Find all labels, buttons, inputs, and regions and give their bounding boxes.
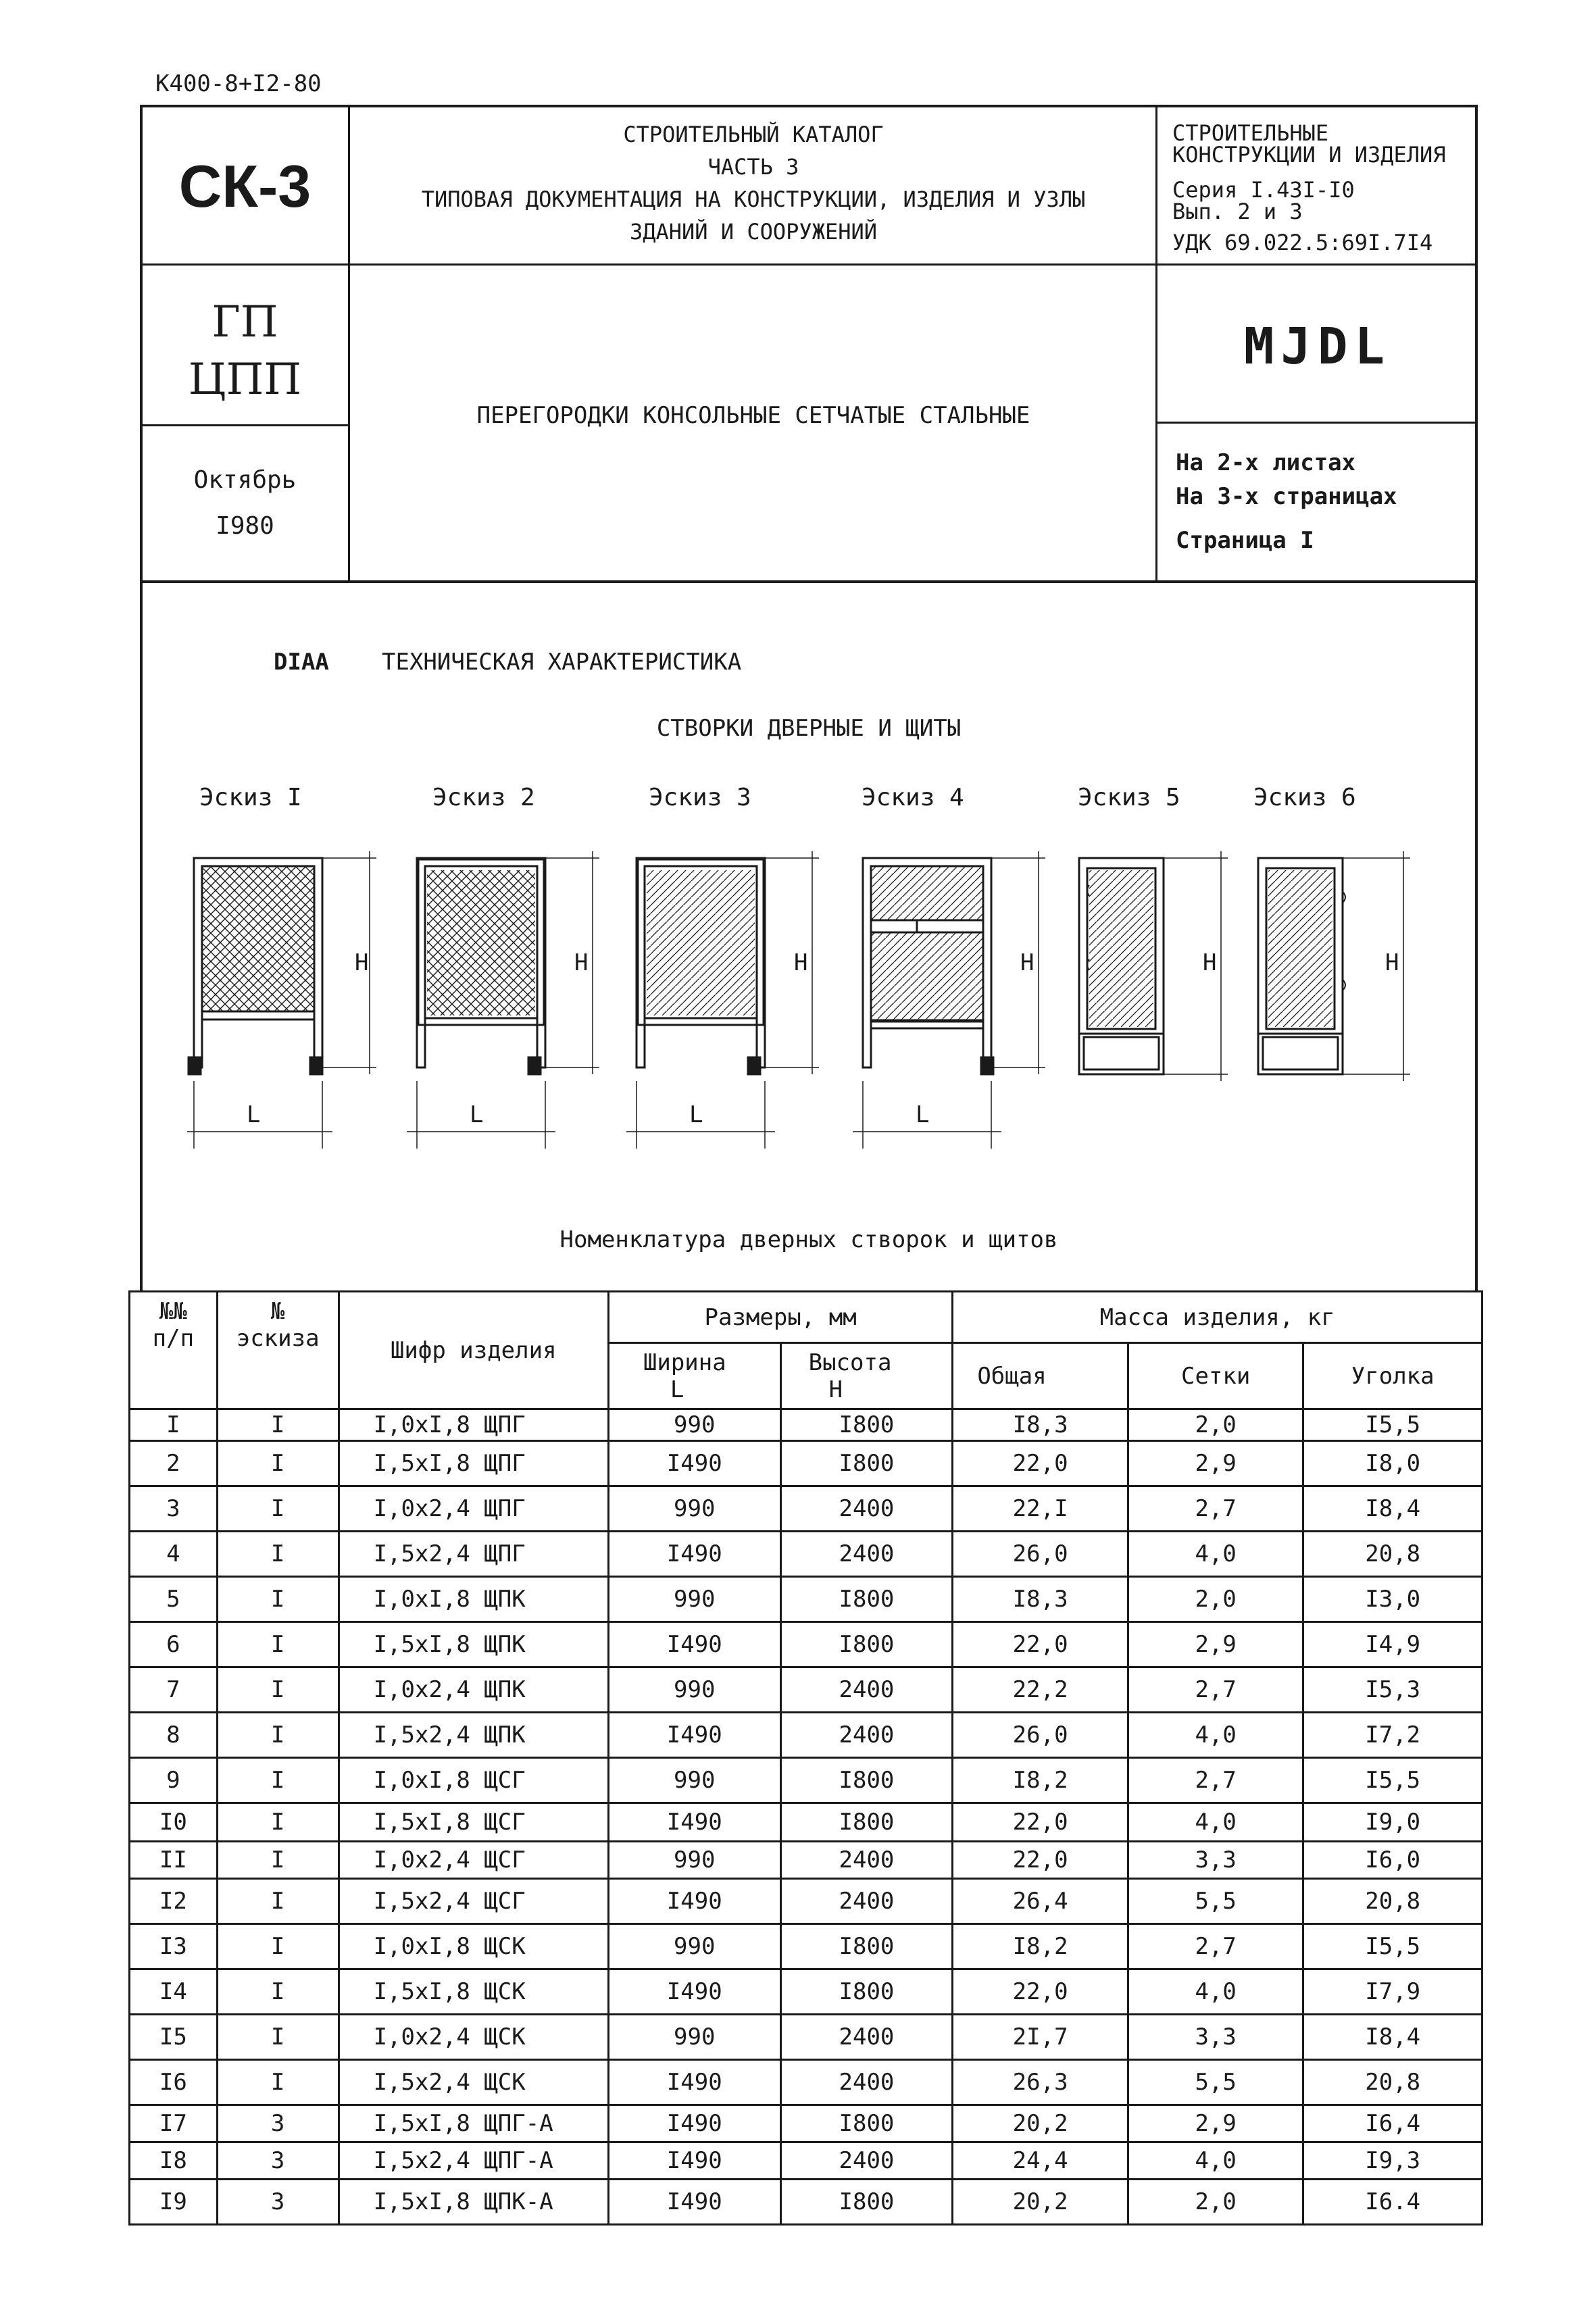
table-caption: Номенклатура дверных створок и щитов bbox=[559, 1226, 1058, 1253]
row-width: 990 bbox=[608, 1577, 780, 1622]
header-divider bbox=[140, 424, 349, 426]
row-angle: I7,2 bbox=[1303, 1713, 1482, 1758]
row-angle: I5,5 bbox=[1303, 1409, 1482, 1441]
header-width bbox=[608, 1343, 780, 1409]
row-mesh: 5,5 bbox=[1128, 1879, 1303, 1924]
row-total: 22,I bbox=[953, 1486, 1128, 1532]
issue-year: I980 bbox=[216, 512, 274, 540]
row-code: I,5xI,8 ЩПГ bbox=[339, 1441, 608, 1486]
row-angle: 20,8 bbox=[1303, 1532, 1482, 1577]
row-sketch: I bbox=[217, 1532, 339, 1577]
row-height: I800 bbox=[780, 1758, 953, 1803]
row-angle: I8,4 bbox=[1303, 1486, 1482, 1532]
header-num-line1: №№ bbox=[159, 1298, 187, 1325]
row-code: I,5xI,8 ЩПГ-А bbox=[339, 2105, 608, 2142]
row-total: 2I,7 bbox=[953, 2015, 1128, 2060]
row-sketch: I bbox=[217, 1713, 339, 1758]
row-height: I800 bbox=[780, 1577, 953, 1622]
dim-h-2: H bbox=[574, 949, 589, 976]
row-mesh: 4,0 bbox=[1128, 1532, 1303, 1577]
sketch-label: Эскиз 2 bbox=[432, 784, 535, 811]
row-total: 26,3 bbox=[953, 2060, 1128, 2105]
row-height: 2400 bbox=[780, 1532, 953, 1577]
row-number: I2 bbox=[130, 1879, 218, 1924]
row-width: 990 bbox=[608, 1924, 780, 1969]
header-total: Общая bbox=[953, 1343, 1128, 1409]
sketch-1-drawing bbox=[187, 851, 376, 1149]
row-code: I,0xI,8 ЩПГ bbox=[339, 1409, 608, 1441]
row-height: 2400 bbox=[780, 2060, 953, 2105]
row-width: I490 bbox=[608, 1969, 780, 2015]
row-number: I6 bbox=[130, 2060, 218, 2105]
row-sketch: I bbox=[217, 1879, 339, 1924]
row-height: 2400 bbox=[780, 1879, 953, 1924]
dim-h-3: H bbox=[794, 949, 808, 976]
right-line2: КОНСТРУКЦИИ И ИЗДЕЛИЯ bbox=[1172, 142, 1446, 168]
header-divider bbox=[1155, 422, 1478, 424]
header-divider bbox=[348, 105, 350, 583]
row-height: I800 bbox=[780, 1622, 953, 1667]
row-width: I490 bbox=[608, 2060, 780, 2105]
row-angle: I9,0 bbox=[1303, 1803, 1482, 1842]
sketch-label: Эскиз 5 bbox=[1078, 784, 1180, 811]
sketch-label: Эскиз 4 bbox=[862, 784, 964, 811]
page-number: Страница I bbox=[1176, 527, 1314, 554]
catalog-line2: ЧАСТЬ 3 bbox=[707, 154, 799, 180]
row-angle: I5,5 bbox=[1303, 1924, 1482, 1969]
row-width: I490 bbox=[608, 2180, 780, 2225]
row-number: I8 bbox=[130, 2142, 218, 2180]
document-code: К400-8+I2-80 bbox=[155, 70, 322, 97]
row-width: I490 bbox=[608, 1532, 780, 1577]
header-height-line1: Высота bbox=[808, 1349, 892, 1376]
row-angle: I4,9 bbox=[1303, 1622, 1482, 1667]
row-total: 22,2 bbox=[953, 1667, 1128, 1713]
row-mesh: 3,3 bbox=[1128, 2015, 1303, 2060]
header-sketch bbox=[217, 1292, 339, 1409]
table-row bbox=[130, 1924, 1482, 1969]
dim-l-3: L bbox=[689, 1101, 703, 1128]
row-mesh: 2,7 bbox=[1128, 1758, 1303, 1803]
row-angle: 20,8 bbox=[1303, 2060, 1482, 2105]
row-mesh: 2,7 bbox=[1128, 1924, 1303, 1969]
row-mesh: 2,9 bbox=[1128, 1622, 1303, 1667]
row-code: I,0x2,4 ЩСК bbox=[339, 2015, 608, 2060]
row-sketch: I bbox=[217, 1969, 339, 2015]
row-code: I,5xI,8 ЩПК-А bbox=[339, 2180, 608, 2225]
issue-label: Вып. 2 и 3 bbox=[1172, 199, 1303, 224]
row-sketch: 3 bbox=[217, 2180, 339, 2225]
sheets-count: На 2-х листах bbox=[1176, 449, 1356, 476]
row-mesh: 2,0 bbox=[1128, 2180, 1303, 2225]
row-height: I800 bbox=[780, 2105, 953, 2142]
row-mesh: 4,0 bbox=[1128, 2142, 1303, 2180]
row-angle: I7,9 bbox=[1303, 1969, 1482, 2015]
row-number: 5 bbox=[130, 1577, 218, 1622]
row-number: 4 bbox=[130, 1532, 218, 1577]
header-num bbox=[130, 1292, 218, 1409]
row-angle: 20,8 bbox=[1303, 1879, 1482, 1924]
table-row bbox=[130, 1532, 1482, 1577]
header-num-line2: п/п bbox=[152, 1325, 195, 1352]
row-angle: I8,0 bbox=[1303, 1441, 1482, 1486]
sk-label: СК-3 bbox=[178, 153, 311, 220]
dim-h-4: H bbox=[1020, 949, 1034, 976]
row-code: I,0xI,8 ЩСК bbox=[339, 1924, 608, 1969]
row-height: 2400 bbox=[780, 2015, 953, 2060]
row-height: 2400 bbox=[780, 2142, 953, 2180]
org-line2: ЦПП bbox=[188, 355, 302, 405]
row-number: I5 bbox=[130, 2015, 218, 2060]
row-code: I,0x2,4 ЩСГ bbox=[339, 1842, 608, 1879]
row-width: 990 bbox=[608, 1842, 780, 1879]
row-sketch: I bbox=[217, 2015, 339, 2060]
table-row bbox=[130, 1667, 1482, 1713]
row-number: 3 bbox=[130, 1486, 218, 1532]
row-total: 22,0 bbox=[953, 1622, 1128, 1667]
dim-h-6: H bbox=[1385, 949, 1399, 976]
row-code: I,5x2,4 ЩСК bbox=[339, 2060, 608, 2105]
row-width: 990 bbox=[608, 2015, 780, 2060]
row-width: I490 bbox=[608, 1713, 780, 1758]
sketch-2-drawing bbox=[407, 851, 599, 1149]
row-angle: I6.4 bbox=[1303, 2180, 1482, 2225]
header-code: Шифр изделия bbox=[339, 1292, 608, 1409]
row-mesh: 3,3 bbox=[1128, 1842, 1303, 1879]
row-code: I,5xI,8 ЩПК bbox=[339, 1622, 608, 1667]
row-width: 990 bbox=[608, 1486, 780, 1532]
table-row bbox=[130, 2142, 1482, 2180]
row-width: 990 bbox=[608, 1758, 780, 1803]
row-code: I,0xI,8 ЩСГ bbox=[339, 1758, 608, 1803]
row-code: I,0xI,8 ЩПК bbox=[339, 1577, 608, 1622]
row-height: I800 bbox=[780, 2180, 953, 2225]
row-mesh: 2,7 bbox=[1128, 1667, 1303, 1713]
table-row bbox=[130, 1577, 1482, 1622]
row-sketch: I bbox=[217, 1577, 339, 1622]
org-line1: ГП bbox=[211, 297, 278, 347]
table-row bbox=[130, 2180, 1482, 2225]
sketch-label: Эскиз 6 bbox=[1253, 784, 1356, 811]
row-number: I9 bbox=[130, 2180, 218, 2225]
row-number: 9 bbox=[130, 1758, 218, 1803]
header-sketch-line2: эскиза bbox=[236, 1325, 320, 1352]
row-height: I800 bbox=[780, 1924, 953, 1969]
table-row bbox=[130, 1842, 1482, 1879]
row-width: I490 bbox=[608, 2105, 780, 2142]
header-sizes: Размеры, мм bbox=[608, 1292, 952, 1343]
table-row bbox=[130, 1803, 1482, 1842]
row-code: I,5x2,4 ЩПК bbox=[339, 1713, 608, 1758]
catalog-line3: ТИПОВАЯ ДОКУМЕНТАЦИЯ НА КОНСТРУКЦИИ, ИЗДЕЛИЯ И УЗЛЫ bbox=[421, 186, 1086, 212]
row-total: I8,3 bbox=[953, 1409, 1128, 1441]
table-row bbox=[130, 1758, 1482, 1803]
series-label: Серия I.43I-I0 bbox=[1172, 177, 1355, 203]
row-sketch: I bbox=[217, 1622, 339, 1667]
right-line1: СТРОИТЕЛЬНЫЕ bbox=[1172, 120, 1329, 146]
row-width: 990 bbox=[608, 1409, 780, 1441]
row-sketch: I bbox=[217, 1924, 339, 1969]
row-number: 8 bbox=[130, 1713, 218, 1758]
row-number: 7 bbox=[130, 1667, 218, 1713]
row-mesh: 2,0 bbox=[1128, 1409, 1303, 1441]
dim-h-1: H bbox=[355, 949, 369, 976]
row-number: I3 bbox=[130, 1924, 218, 1969]
row-code: I,0x2,4 ЩПГ bbox=[339, 1486, 608, 1532]
row-total: 26,0 bbox=[953, 1713, 1128, 1758]
row-height: I800 bbox=[780, 1803, 953, 1842]
sketches-drawing bbox=[140, 824, 1478, 1176]
row-code: I,5xI,8 ЩСГ bbox=[339, 1803, 608, 1842]
row-code: I,5x2,4 ЩПГ-А bbox=[339, 2142, 608, 2180]
issue-month: Октябрь bbox=[193, 466, 297, 494]
row-width: I490 bbox=[608, 1879, 780, 1924]
row-angle: I5,3 bbox=[1303, 1667, 1482, 1713]
row-code: I,5x2,4 ЩПГ bbox=[339, 1532, 608, 1577]
row-total: 22,0 bbox=[953, 1803, 1128, 1842]
row-width: I490 bbox=[608, 1622, 780, 1667]
table-row bbox=[130, 1409, 1482, 1441]
table-row bbox=[130, 2015, 1482, 2060]
table-row bbox=[130, 2060, 1482, 2105]
row-mesh: 2,9 bbox=[1128, 1441, 1303, 1486]
table-row bbox=[130, 1441, 1482, 1486]
header-width-line2: L bbox=[670, 1376, 684, 1403]
catalog-line4: ЗДАНИЙ И СООРУЖЕНИЙ bbox=[629, 219, 878, 245]
header-height-line2: H bbox=[828, 1376, 843, 1403]
dim-l-2: L bbox=[470, 1101, 484, 1128]
dim-l-4: L bbox=[916, 1101, 930, 1128]
row-number: I bbox=[130, 1409, 218, 1441]
row-width: 990 bbox=[608, 1667, 780, 1713]
row-angle: I3,0 bbox=[1303, 1577, 1482, 1622]
row-number: 6 bbox=[130, 1622, 218, 1667]
header-angle: Уголка bbox=[1303, 1343, 1482, 1409]
row-sketch: I bbox=[217, 1758, 339, 1803]
row-code: I,5xI,8 ЩСК bbox=[339, 1969, 608, 2015]
row-sketch: I bbox=[217, 1441, 339, 1486]
document-title: ПЕРЕГОРОДКИ КОНСОЛЬНЫЕ СЕТЧАТЫЕ СТАЛЬНЫЕ bbox=[476, 402, 1030, 429]
sketch-label: Эскиз 3 bbox=[649, 784, 751, 811]
row-total: 22,0 bbox=[953, 1842, 1128, 1879]
row-angle: I6,0 bbox=[1303, 1842, 1482, 1879]
table-row bbox=[130, 1713, 1482, 1758]
row-sketch: 3 bbox=[217, 2142, 339, 2180]
sketch-label: Эскиз I bbox=[199, 784, 302, 811]
row-sketch: I bbox=[217, 1486, 339, 1532]
row-mesh: 2,9 bbox=[1128, 2105, 1303, 2142]
row-code: I,5x2,4 ЩСГ bbox=[339, 1879, 608, 1924]
row-height: 2400 bbox=[780, 1667, 953, 1713]
row-width: I490 bbox=[608, 2142, 780, 2180]
catalog-line1: СТРОИТЕЛЬНЫЙ КАТАЛОГ bbox=[623, 122, 884, 147]
row-number: I4 bbox=[130, 1969, 218, 2015]
row-total: 26,4 bbox=[953, 1879, 1128, 1924]
table-row bbox=[130, 2105, 1482, 2142]
row-total: 20,2 bbox=[953, 2105, 1128, 2142]
row-total: 22,0 bbox=[953, 1969, 1128, 2015]
row-total: I8,3 bbox=[953, 1577, 1128, 1622]
row-angle: I8,4 bbox=[1303, 2015, 1482, 2060]
row-total: 26,0 bbox=[953, 1532, 1128, 1577]
row-mesh: 4,0 bbox=[1128, 1713, 1303, 1758]
row-height: 2400 bbox=[780, 1486, 953, 1532]
section-code: DIAA bbox=[274, 649, 329, 676]
row-height: 2400 bbox=[780, 1842, 953, 1879]
row-sketch: I bbox=[217, 1409, 339, 1441]
table-row bbox=[130, 1969, 1482, 2015]
header-width-line1: Ширина bbox=[643, 1349, 726, 1376]
row-height: I800 bbox=[780, 1409, 953, 1441]
row-sketch: I bbox=[217, 2060, 339, 2105]
sketch-4-drawing bbox=[853, 851, 1045, 1149]
table-row bbox=[130, 1879, 1482, 1924]
row-angle: I9,3 bbox=[1303, 2142, 1482, 2180]
section-title: ТЕХНИЧЕСКАЯ ХАРАКТЕРИСТИКА bbox=[382, 649, 742, 676]
row-sketch: I bbox=[217, 1842, 339, 1879]
header-mesh: Сетки bbox=[1128, 1343, 1303, 1409]
row-mesh: 2,7 bbox=[1128, 1486, 1303, 1532]
row-mesh: 2,0 bbox=[1128, 1577, 1303, 1622]
udk-label: УДК 69.022.5:69I.7I4 bbox=[1172, 230, 1433, 255]
row-total: 22,0 bbox=[953, 1441, 1128, 1486]
nomenclature-table bbox=[128, 1290, 1483, 2225]
row-height: 2400 bbox=[780, 1713, 953, 1758]
row-number: I0 bbox=[130, 1803, 218, 1842]
row-sketch: I bbox=[217, 1803, 339, 1842]
product-code: MJDL bbox=[1243, 318, 1392, 376]
row-code: I,0x2,4 ЩПК bbox=[339, 1667, 608, 1713]
table-row bbox=[130, 1622, 1482, 1667]
header-divider bbox=[140, 263, 1478, 266]
header-height bbox=[780, 1343, 953, 1409]
sketch-3-drawing bbox=[626, 851, 819, 1149]
row-angle: I5,5 bbox=[1303, 1758, 1482, 1803]
row-number: II bbox=[130, 1842, 218, 1879]
row-height: I800 bbox=[780, 1969, 953, 2015]
row-width: I490 bbox=[608, 1441, 780, 1486]
row-total: I8,2 bbox=[953, 1758, 1128, 1803]
row-height: I800 bbox=[780, 1441, 953, 1486]
header-mass: Масса изделия, кг bbox=[953, 1292, 1482, 1343]
dim-h-5: H bbox=[1203, 949, 1217, 976]
row-angle: I6,4 bbox=[1303, 2105, 1482, 2142]
row-mesh: 4,0 bbox=[1128, 1969, 1303, 2015]
row-number: 2 bbox=[130, 1441, 218, 1486]
header-sketch-line1: № bbox=[270, 1298, 285, 1325]
row-total: 24,4 bbox=[953, 2142, 1128, 2180]
row-mesh: 5,5 bbox=[1128, 2060, 1303, 2105]
row-total: I8,2 bbox=[953, 1924, 1128, 1969]
table-row bbox=[130, 1486, 1482, 1532]
row-mesh: 4,0 bbox=[1128, 1803, 1303, 1842]
row-width: I490 bbox=[608, 1803, 780, 1842]
row-sketch: 3 bbox=[217, 2105, 339, 2142]
row-number: I7 bbox=[130, 2105, 218, 2142]
section-subtitle: СТВОРКИ ДВЕРНЫЕ И ЩИТЫ bbox=[656, 715, 962, 742]
dim-l-1: L bbox=[247, 1101, 261, 1128]
pages-count: На 3-х страницах bbox=[1176, 483, 1397, 510]
row-total: 20,2 bbox=[953, 2180, 1128, 2225]
row-sketch: I bbox=[217, 1667, 339, 1713]
